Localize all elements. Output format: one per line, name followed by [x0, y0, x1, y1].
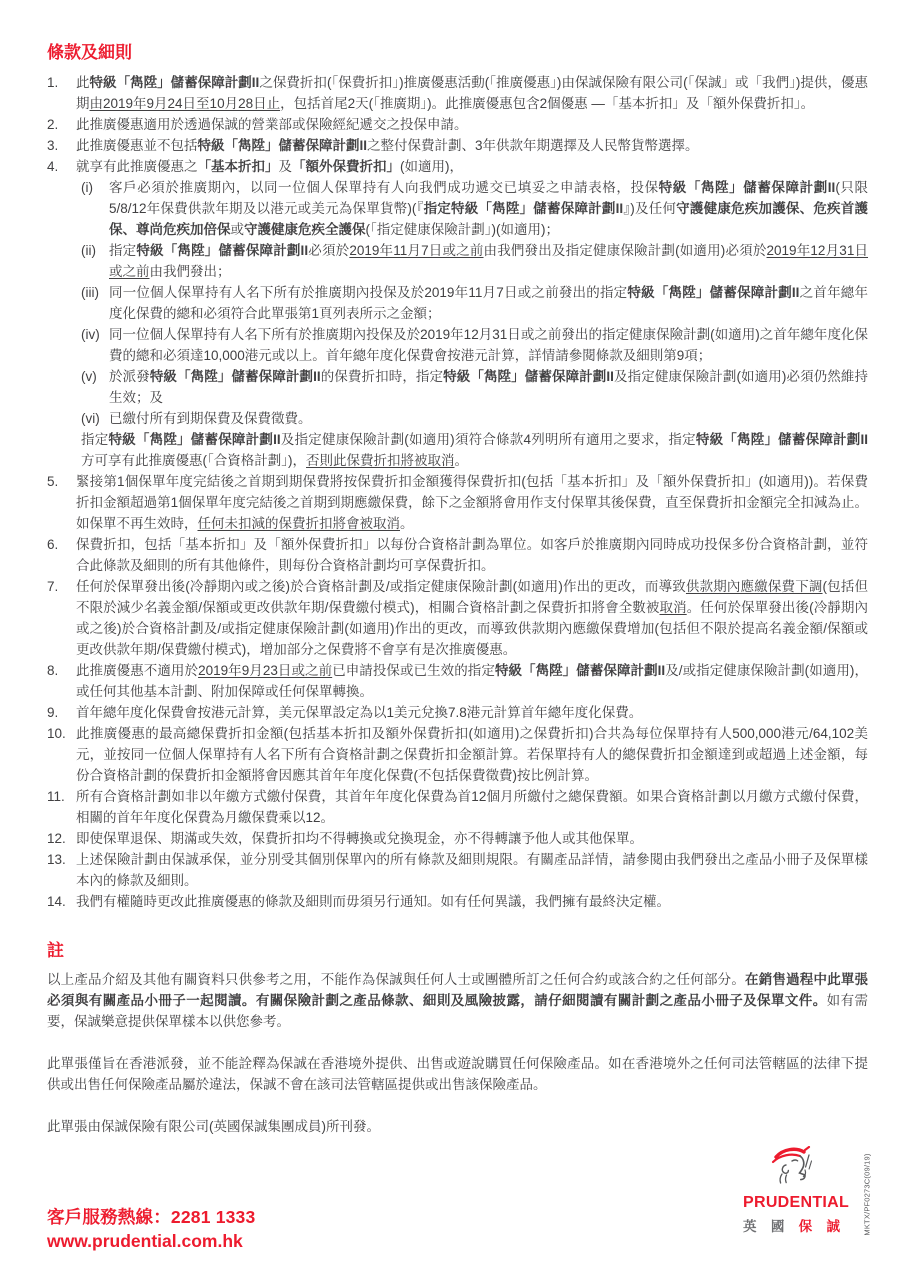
term-number: 3.	[47, 138, 59, 153]
subitem-text: 於派發特級「雋陞」儲蓄保障計劃II的保費折扣時，指定特級「雋陞」儲蓄保障計劃II及指定健康保險計劃(如適用)必須仍然維持生效；及	[109, 369, 868, 405]
term-text: 首年總年度化保費會按港元計算，美元保單設定為以1美元兌換7.8港元計算首年總年度化保費。	[76, 705, 643, 720]
term-item	[47, 849, 868, 891]
logo-chinese-name: 英 國 保 誠	[743, 1219, 840, 1234]
term-number: 12.	[47, 831, 66, 846]
term-text: 緊接第1個保單年度完結後之首期到期保費將按保費折扣金額獲得保費折扣(包括「基本折扣」及「額外保費折扣」(如適用))。若保費折扣金額超過第1個保單年度完結後之首期到期應繳保費，餘下之金額將會用作支付保單其後保費，直至保費折扣金額完全扣減為止。如保單不再生效時，任何未扣減的保費折扣將會被取消。	[76, 474, 868, 531]
subitem-marker: (v)	[81, 369, 97, 384]
customer-service-hotline: 客戶服務熱線：2281 1333	[47, 1207, 256, 1227]
terms-list	[47, 72, 868, 912]
note-paragraph: 此單張僅旨在香港派發，並不能詮釋為保誠在香港境外提供、出售或遊說購買任何保險產品。如在香港境外之任何司法管轄區的法律下提供或出售任何保險產品屬於違法，保誠不會在該司法管轄區提供或出售該保險產品。	[47, 1056, 868, 1092]
term-number: 2.	[47, 117, 59, 132]
term-number: 1.	[47, 75, 59, 90]
subitem-text: 已繳付所有到期保費及保費徵費。	[109, 411, 312, 426]
subitem-marker: (iv)	[81, 327, 100, 342]
term-number: 7.	[47, 579, 59, 594]
subitem-text: 同一位個人保單持有人名下所有於推廣期內投保及於2019年11月7日或之前發出的指定特級「雋陞」儲蓄保障計劃II之首年總年度化保費的總和必須符合此單張第1頁列表所示之金額；	[109, 285, 868, 321]
term-number: 9.	[47, 705, 59, 720]
note-paragraph: 此單張由保誠保險有限公司(英國保誠集團成員)所刊發。	[47, 1119, 380, 1134]
website-link[interactable]: www.prudential.com.hk	[47, 1231, 243, 1251]
term-item	[47, 702, 868, 723]
term-text: 就享有此推廣優惠之「基本折扣」及「額外保費折扣」(如適用)，	[76, 159, 463, 174]
term-text: 此特級「雋陞」儲蓄保障計劃II之保費折扣(「保費折扣」)推廣優惠活動(「推廣優惠」)由保誠保險有限公司(「保誠」或「我們」)提供，優惠期由2019年9月24日至10月28日止，包括首尾2天(「推廣期」)。此推廣優惠包含2個優惠 —「基本折扣」及「額外保費折扣」。	[76, 75, 868, 111]
term-item	[47, 576, 868, 660]
term-number: 13.	[47, 852, 66, 867]
page-title: 條款及細則	[47, 43, 132, 62]
subitem-text: 指定特級「雋陞」儲蓄保障計劃II必須於2019年11月7日或之前由我們發出及指定健康保險計劃(如適用)必須於2019年12月31日或之前由我們發出；	[109, 243, 869, 279]
term-subitem	[81, 240, 868, 282]
term-number: 6.	[47, 537, 59, 552]
term-tail-paragraph: 指定特級「雋陞」儲蓄保障計劃II及指定健康保險計劃(如適用)須符合條款4列明所有適用之要求，指定特級「雋陞」儲蓄保障計劃II方可享有此推廣優惠(「合資格計劃」)，否則此保費折扣將被取消。	[81, 432, 868, 468]
term-text: 此推廣優惠適用於透過保誠的營業部或保險經紀遞交之投保申請。	[76, 117, 468, 132]
term-number: 4.	[47, 159, 59, 174]
term-item	[47, 114, 868, 135]
term-number: 8.	[47, 663, 59, 678]
term-text: 此推廣優惠不適用於2019年9月23日或之前已申請投保或已生效的指定特級「雋陞」儲蓄保障計劃II及/或指定健康保險計劃(如適用)，或任何其他基本計劃、附加保障或任何保單轉換。	[76, 663, 868, 699]
term-text: 我們有權隨時更改此推廣優惠的條款及細則而毋須另行通知。如有任何異議，我們擁有最終決定權。	[76, 894, 670, 909]
term-text: 上述保險計劃由保誠承保，並分別受其個別保單內的所有條款及細則規限。有關產品詳情，請參閱由我們發出之產品小冊子及保單樣本內的條款及細則。	[76, 852, 868, 888]
subitem-marker: (vi)	[81, 411, 100, 426]
subitem-marker: (iii)	[81, 285, 99, 300]
term-subitem	[81, 324, 868, 366]
term-item	[47, 534, 868, 576]
logo-wordmark: PRUDENTIAL	[743, 1194, 850, 1211]
term-subitem	[81, 282, 868, 324]
term-item	[47, 828, 868, 849]
term-item	[47, 891, 868, 912]
subitem-text: 客戶必須於推廣期內，以同一位個人保單持有人向我們成功遞交已填妥之申請表格，投保特級「雋陞」儲蓄保障計劃II(只限5/8/12年保費供款年期及以港元或美元為保單貨幣)(『指定特級「雋陞」儲蓄保障計劃II』)及任何守護健康危疾加護保、危疾首護保、尊尚危疾加倍保或守護健康危疾全護保(「指定健康保險計劃」)(如適用)；	[109, 180, 868, 237]
term-item	[47, 156, 868, 471]
term-subitem	[81, 366, 868, 408]
note-paragraph: 以上產品介紹及其他有關資料只供參考之用，不能作為保誠與任何人士或團體所訂之任何合約或該合約之任何部分。在銷售過程中此單張必須與有關產品小冊子一起閱讀。有關保險計劃之產品條款、細則及風險披露，請仔細閱讀有關計劃之產品小冊子及保單文件。如有需要，保誠樂意提供保單樣本以供您參考。	[47, 972, 869, 1029]
term-number: 10.	[47, 726, 66, 741]
document-code: MKTX/PF0273C(09/19)	[862, 1153, 872, 1236]
subitem-text: 同一位個人保單持有人名下所有於推廣期內投保及於2019年12月31日或之前發出的指定健康保險計劃(如適用)之首年總年度化保費的總和必須達10,000港元或以上。首年總年度化保費會按港元計算，詳情請參閱條款及細則第9項；	[109, 327, 868, 363]
term-item	[47, 660, 868, 702]
term-text: 任何於保單發出後(冷靜期內或之後)於合資格計劃及/或指定健康保險計劃(如適用)作出的更改，而導致供款期內應繳保費下調(包括但不限於減少名義金額/保額或更改供款年期/保費繳付模式)，相關合資格計劃之保費折扣將會全數被取消。任何於保單發出後(冷靜期內或之後)於合資格計劃及/或指定健康保險計劃(如適用)作出的更改，而導致供款期內應繳保費增加(包括但不限於提高名義金額/保額或更改供款年期/保費繳付模式)，增加部分之保費將不會享有是次推廣優惠。	[76, 579, 869, 657]
term-item	[47, 72, 868, 114]
term-subitem	[81, 408, 868, 429]
prudential-logo	[743, 1146, 850, 1235]
term-subitem	[81, 177, 868, 240]
term-text: 此推廣優惠的最高總保費折扣金額(包括基本折扣及額外保費折扣(如適用)之保費折扣)合共為每位保單持有人500,000港元/64,102美元，並按同一位個人保單持有人名下所有合資格計劃之保費折扣金額計算。若保單持有人的總保費折扣金額達到或超過上述金額，每份合資格計劃的保費折扣金額將會因應其首年年度化保費(不包括保費徵費)按比例計算。	[76, 726, 868, 783]
prudential-lady-icon	[761, 1146, 823, 1192]
note-title: 註	[47, 941, 64, 960]
term-item	[47, 786, 868, 828]
term-number: 11.	[47, 789, 65, 804]
term-text: 所有合資格計劃如非以年繳方式繳付保費，其首年年度化保費為首12個月所繳付之總保費額。如果合資格計劃以月繳方式繳付保費，相關的首年年度化保費為月繳保費乘以12。	[76, 789, 868, 825]
term-text: 即使保單退保、期滿或失效，保費折扣均不得轉換或兌換現金，亦不得轉讓予他人或其他保單。	[76, 831, 643, 846]
term-number: 14.	[47, 894, 66, 909]
term-item	[47, 471, 868, 534]
term-text: 此推廣優惠並不包括特級「雋陞」儲蓄保障計劃II之整付保費計劃、3年供款年期選擇及人民幣貨幣選擇。	[76, 138, 699, 153]
term-text: 保費折扣，包括「基本折扣」及「額外保費折扣」以每份合資格計劃為單位。如客戶於推廣期內同時成功投保多份合資格計劃，並符合此條款及細則的所有其他條件，則每份合資格計劃均可享保費折扣。	[76, 537, 868, 573]
note-section	[47, 969, 868, 1137]
subitem-marker: (ii)	[81, 243, 96, 258]
term-item	[47, 135, 868, 156]
term-item	[47, 723, 868, 786]
term-number: 5.	[47, 474, 59, 489]
subitem-marker: (i)	[81, 180, 93, 195]
